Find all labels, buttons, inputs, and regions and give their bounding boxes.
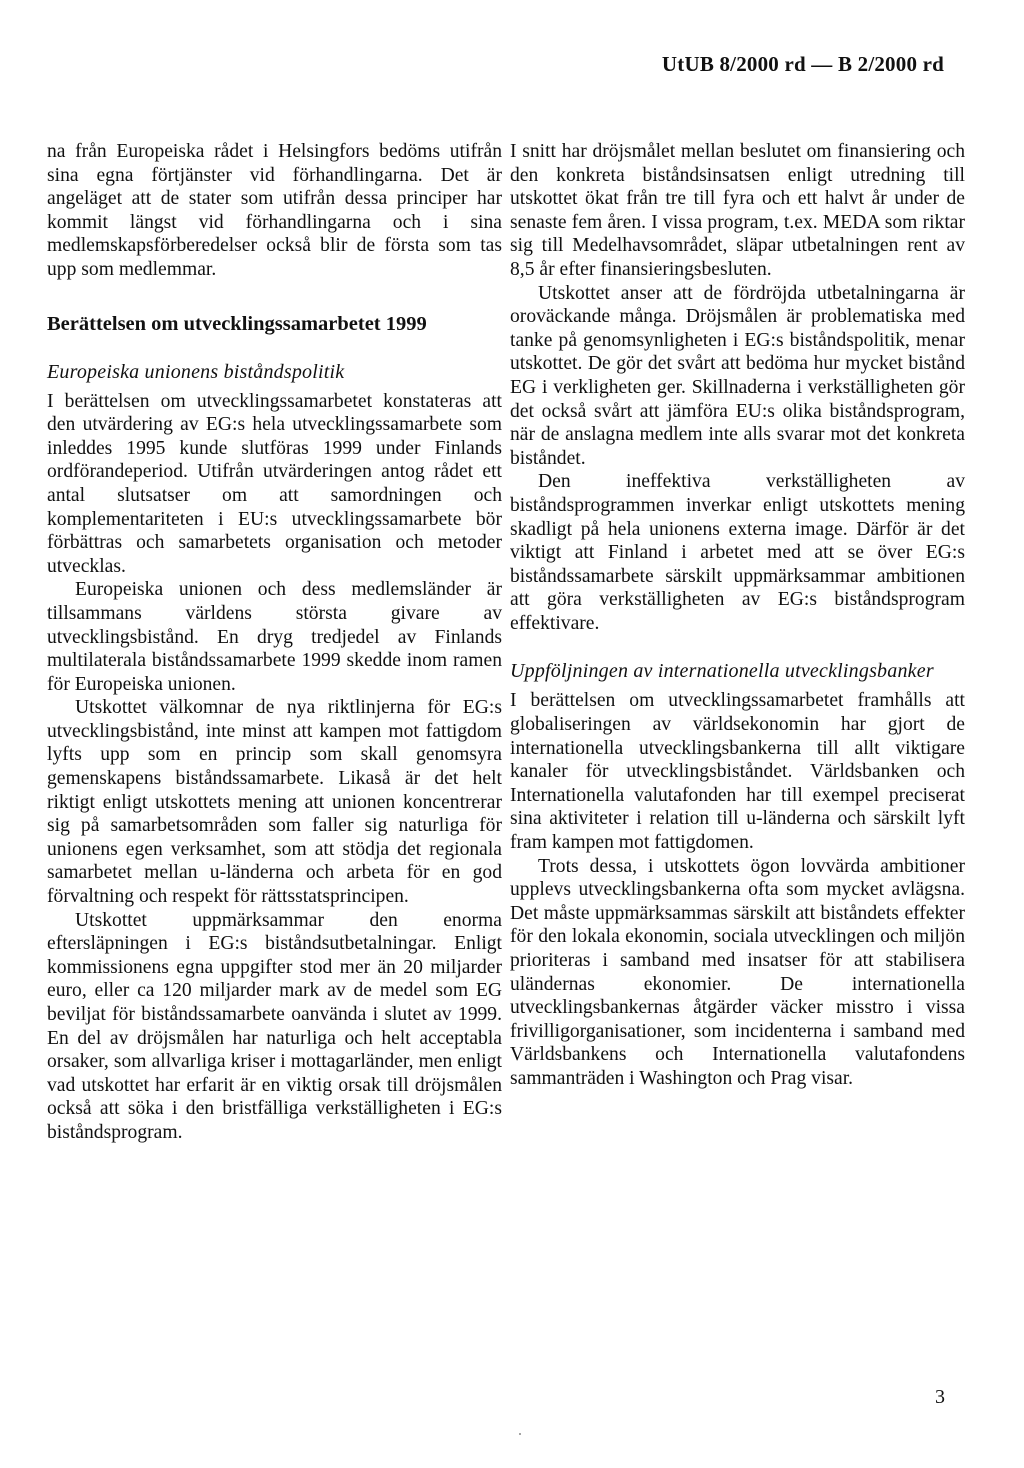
subheading: Europeiska unionens biståndspolitik — [47, 360, 345, 383]
right-column — [510, 140, 965, 1091]
paragraph: Den ineffektiva verkställigheten av biståndsprogrammen inverkar enligt utskottets mening skadligt på hela unionens externa image. Därför är det viktigt att Finland i arbetet med att se över EG:s biståndssamarbete särskilt uppmärksammar ambitionen att göra verkställigheten av EG:s biståndsprogram effektivare. — [510, 471, 965, 634]
paragraph: na från Europeiska rådet i Helsingfors bedöms utifrån sina egna förtjänster vid förhandlingarna. Det är angeläget att de stater som utifrån dessa principer har kommit längst vid förhandlingarna och i sina medlemskapsförberedelser också blir de första som tas upp som medlemmar. — [47, 141, 502, 280]
paragraph: Trots dessa, i utskottets ögon lovvärda ambitioner upplevs utvecklingsbankerna ofta som mycket avlägsna. Det måste uppmärksammas särskilt att biståndets effekter för den lokala ekonomin, sociala utvecklingen och miljön prioriteras i samband med insatser för att stabilisera uländernas ekonomier. De internationella utvecklingsbankernas åtgärder väcker misstro i vissa frivilligorganisationer, som incidenterna i samband med Världsbankens och Internationella valutafondens sammanträden i Washington och Prag visar. — [510, 855, 965, 1089]
paragraph: Utskottet anser att de fördröjda utbetalningarna är oroväckande många. Dröjsmålen är problematiska med tanke på genomsynligheten i EG:s biståndspolitik, menar utskottet. De gör det svårt att bedöma hur mycket bistånd EG i verkligheten ger. Skillnaderna i verkställigheten gör det också svårt att jämföra EU:s olika biståndsprogram, när de anslagna medlem inte alls svarar mot det konkreta biståndet. — [510, 282, 965, 469]
paragraph: I snitt har dröjsmålet mellan beslutet om finansiering och den konkreta biståndsinsatsen enligt utredning till utskottet ökat från tre till fyra och ett halvt år under de senaste fem åren. I vissa program, t.ex. MEDA som riktar sig till Medelhavsområdet, släpar utbetalningen rent av 8,5 år efter finansieringsbesluten. — [510, 141, 965, 280]
scan-speck — [519, 1433, 521, 1435]
paragraph: Utskottet uppmärksammar den enorma eftersläpningen i EG:s biståndsutbetalningar. Enligt kommissionens egna uppgifter stod mer än 20 miljarder euro, eller ca 120 miljarder mark av de medel som EG beviljat för biståndssamarbete oanvända i slutet av 1999. En del av dröjsmålen har naturliga och helt acceptabla orsaker, som allvarliga kriser i mottagarländer, men enligt vad utskottet har erfarit är en viktig orsak till dröjsmålen också att söka i den bristfälliga verkställigheten i EG:s biståndsprogram. — [47, 909, 502, 1143]
page-number: 3 — [935, 1386, 945, 1408]
paragraph: Europeiska unionen och dess medlemsländer är tillsammans världens största givare av utvecklingsbistånd. En dryg tredjedel av Finlands multilaterala biståndssamarbete 1999 skedde inom ramen för Europeiska unionen. — [47, 579, 502, 695]
paragraph: I berättelsen om utvecklingssamarbetet framhålls att globaliseringen av världsekonomin har gjort de internationella utvecklingsbankerna till allt viktigare kanaler för utvecklingsbiståndet. Världsbanken och Internationella valutafonden har till exempel preciserat sina aktiviteter i relation till u-länderna och särskilt lyft fram kampen mot fattigdomen. — [510, 690, 965, 854]
subheading: Uppföljningen av internationella utvecklingsbanker — [510, 660, 934, 683]
running-header: UtUB 8/2000 rd — B 2/2000 rd — [661, 52, 944, 76]
paragraph: Utskottet välkomnar de nya riktlinjerna för EG:s utvecklingsbistånd, inte minst att kampen mot fattigdom lyfts upp som en princip som skall genomsyra gemenskapens biståndssamarbete. Likaså är det helt riktigt enligt utskottets mening att unionen koncentrerar sig på samarbetsområden som faller sig naturliga för unionens egen verksamhet, som att stödja det regionala samarbetet mellan u-länderna och arbeta för en god förvaltning och respekt för rättsstatsprincipen. — [47, 697, 502, 908]
paragraph: I berättelsen om utvecklingssamarbetet konstateras att den utvärdering av EG:s hela utvecklingssamarbete som inleddes 1995 kunde slutföras 1999 under Finlands ordförandeperiod. Utifrån utvärderingen antog rådet ett antal slutsatser om att samordningen och komplementariteten i EU:s utvecklingssamarbete bör förbättras och samarbetets organisation och metoder utvecklas. — [47, 390, 502, 577]
section-heading: Berättelsen om utvecklingssamarbetet 1999 — [47, 312, 427, 335]
left-column — [47, 140, 502, 1145]
